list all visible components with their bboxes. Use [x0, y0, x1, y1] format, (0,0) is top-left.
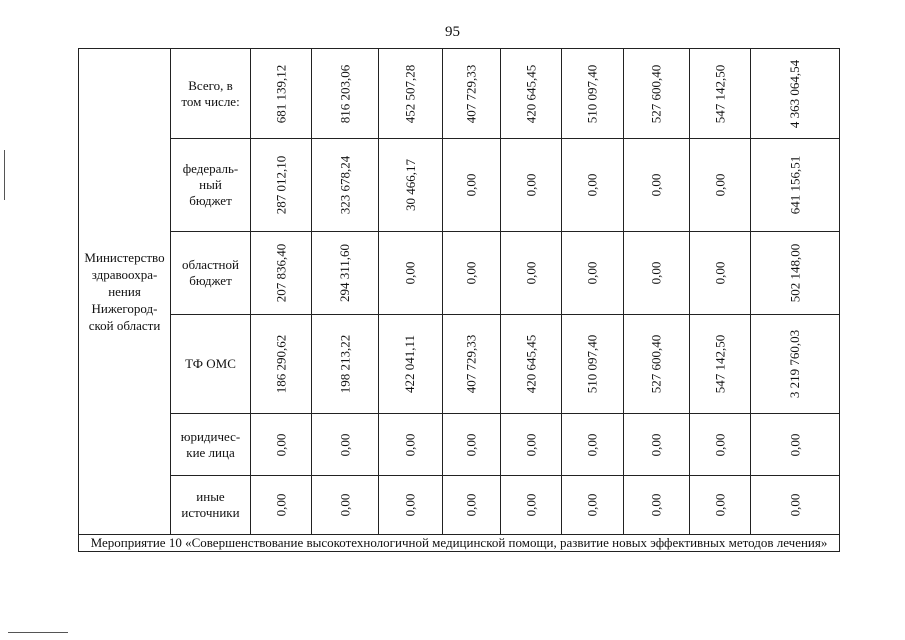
value-text: 407 729,33 — [463, 334, 479, 394]
year-value-cell — [443, 232, 501, 315]
value-text: 0,00 — [273, 493, 288, 517]
funding-source-label-line: бюджет — [189, 273, 232, 288]
year-value-cell — [690, 315, 751, 414]
year-value-cell — [312, 232, 379, 315]
value-text: 407 729,33 — [463, 64, 479, 123]
funding-source-label-line: ТФ ОМС — [185, 356, 236, 371]
funding-source-label-line: юридичес- — [180, 428, 241, 444]
year-value-cell — [251, 315, 312, 414]
value-text: 0,00 — [787, 433, 802, 456]
year-value-cell — [379, 49, 443, 139]
year-value-cell — [251, 49, 312, 139]
value-text: 0,00 — [712, 261, 727, 285]
bottom-margin-mark — [8, 632, 68, 633]
organization-cell — [79, 49, 171, 535]
year-value-cell — [379, 476, 443, 535]
year-value-cell — [562, 49, 624, 139]
value-text: 0,00 — [463, 433, 479, 456]
year-value-cell — [624, 476, 690, 535]
year-value-cell — [562, 414, 624, 476]
funding-source-label — [171, 315, 251, 414]
year-value-cell — [562, 315, 624, 414]
year-value-cell — [312, 476, 379, 535]
funding-source-label-line: бюджет — [189, 193, 232, 208]
value-text: 0,00 — [712, 433, 727, 456]
year-value-cell — [251, 414, 312, 476]
year-value-cell — [624, 139, 690, 232]
value-text: 510 097,40 — [584, 64, 600, 123]
year-value-cell — [251, 476, 312, 535]
funding-source-label — [171, 414, 251, 476]
year-value-cell — [624, 49, 690, 139]
page-number: 95 — [445, 24, 460, 40]
value-text: 0,00 — [584, 433, 600, 456]
year-value-cell — [501, 315, 562, 414]
value-text: 0,00 — [337, 433, 352, 456]
value-text: 0,00 — [463, 493, 479, 517]
value-text: 0,00 — [402, 433, 418, 456]
year-value-cell — [443, 315, 501, 414]
total-value-cell — [751, 476, 839, 535]
funding-source-label — [171, 232, 251, 315]
year-value-cell — [690, 414, 751, 476]
budget-table — [78, 48, 840, 552]
value-text: 186 290,62 — [273, 334, 288, 394]
value-text: 0,00 — [402, 261, 418, 285]
year-value-cell — [312, 315, 379, 414]
year-value-cell — [562, 139, 624, 232]
value-text: 452 507,28 — [402, 64, 418, 123]
year-value-cell — [379, 315, 443, 414]
year-value-cell — [501, 476, 562, 535]
value-text: 207 836,40 — [273, 243, 288, 303]
value-text: 0,00 — [584, 173, 600, 197]
total-value-cell — [751, 139, 839, 232]
value-text: 0,00 — [523, 261, 538, 285]
year-value-cell — [251, 232, 312, 315]
year-value-cell — [690, 139, 751, 232]
value-text: 198 213,22 — [337, 334, 352, 394]
total-value-cell — [751, 414, 839, 476]
year-value-cell — [443, 476, 501, 535]
value-text: 0,00 — [712, 493, 727, 517]
year-value-cell — [443, 414, 501, 476]
value-text: 30 466,17 — [402, 159, 418, 211]
value-text: 0,00 — [648, 433, 664, 456]
funding-source-label-line: источники — [181, 505, 240, 520]
value-text: 0,00 — [584, 493, 600, 517]
year-value-cell — [501, 232, 562, 315]
organization-name-line: Нижегород- — [91, 301, 158, 316]
year-value-cell — [690, 232, 751, 315]
value-text: 0,00 — [273, 433, 288, 456]
value-text: 4 363 064,54 — [787, 59, 802, 128]
funding-source-label — [171, 49, 251, 139]
organization-name-line: ской области — [88, 318, 161, 333]
year-value-cell — [501, 49, 562, 139]
value-text: 0,00 — [712, 173, 727, 197]
organization-name-line: нения — [108, 284, 141, 299]
funding-source-label-line: ный — [199, 177, 222, 192]
value-text: 510 097,40 — [584, 334, 600, 394]
value-text: 547 142,50 — [712, 64, 727, 123]
value-text: 681 139,12 — [273, 64, 288, 123]
year-value-cell — [312, 49, 379, 139]
value-text: 527 600,40 — [648, 334, 664, 394]
value-text: 0,00 — [463, 173, 479, 197]
value-text: 502 148,00 — [787, 243, 802, 303]
year-value-cell — [501, 139, 562, 232]
value-text: 287 012,10 — [273, 155, 288, 215]
funding-source-label-line: кие лица — [186, 444, 235, 460]
year-value-cell — [624, 414, 690, 476]
value-text: 0,00 — [523, 173, 538, 197]
value-text: 816 203,06 — [337, 64, 352, 123]
year-value-cell — [379, 414, 443, 476]
year-value-cell — [312, 414, 379, 476]
year-value-cell — [562, 232, 624, 315]
year-value-cell — [443, 139, 501, 232]
value-text: 0,00 — [648, 493, 664, 517]
value-text: 527 600,40 — [648, 64, 664, 123]
value-text: 0,00 — [402, 493, 418, 517]
funding-source-label-line: федераль- — [182, 161, 239, 176]
total-value-cell — [751, 315, 839, 414]
funding-source-label — [171, 139, 251, 232]
value-text: 420 645,45 — [523, 64, 538, 123]
year-value-cell — [443, 49, 501, 139]
value-text: 422 041,11 — [402, 334, 418, 394]
organization-name-line: Министерство — [84, 250, 165, 265]
year-value-cell — [624, 232, 690, 315]
total-value-cell — [751, 49, 839, 139]
value-text: 0,00 — [787, 493, 802, 517]
value-text: 547 142,50 — [712, 334, 727, 394]
year-value-cell — [624, 315, 690, 414]
year-value-cell — [690, 49, 751, 139]
value-text: 420 645,45 — [523, 334, 538, 394]
year-value-cell — [690, 476, 751, 535]
funding-source-label-line: иные — [196, 489, 225, 504]
value-text: 641 156,51 — [787, 155, 802, 215]
funding-source-label — [171, 476, 251, 535]
funding-source-label-line: Всего, в — [188, 77, 233, 93]
value-text: 0,00 — [523, 493, 538, 517]
year-value-cell — [562, 476, 624, 535]
left-margin-mark — [4, 150, 5, 200]
activity-footer: Мероприятие 10 «Совершенствование высокотехнологичной медицинской помощи, развитие новых эффективных методов лечения» — [90, 535, 828, 550]
value-text: 0,00 — [584, 261, 600, 285]
value-text: 0,00 — [337, 493, 352, 517]
organization-name — [84, 249, 164, 334]
organization-name-line: здравоохра- — [91, 267, 158, 282]
funding-source-label-line: областной — [182, 257, 239, 272]
year-value-cell — [251, 139, 312, 232]
value-text: 323 678,24 — [337, 155, 352, 215]
year-value-cell — [312, 139, 379, 232]
value-text: 0,00 — [648, 261, 664, 285]
value-text: 0,00 — [523, 433, 538, 456]
funding-source-label-line: том числе: — [181, 93, 240, 109]
year-value-cell — [379, 232, 443, 315]
value-text: 294 311,60 — [337, 243, 352, 303]
value-text: 0,00 — [648, 173, 664, 197]
value-text: 3 219 760,03 — [787, 329, 802, 399]
total-value-cell — [751, 232, 839, 315]
value-text: 0,00 — [463, 261, 479, 285]
year-value-cell — [379, 139, 443, 232]
year-value-cell — [501, 414, 562, 476]
